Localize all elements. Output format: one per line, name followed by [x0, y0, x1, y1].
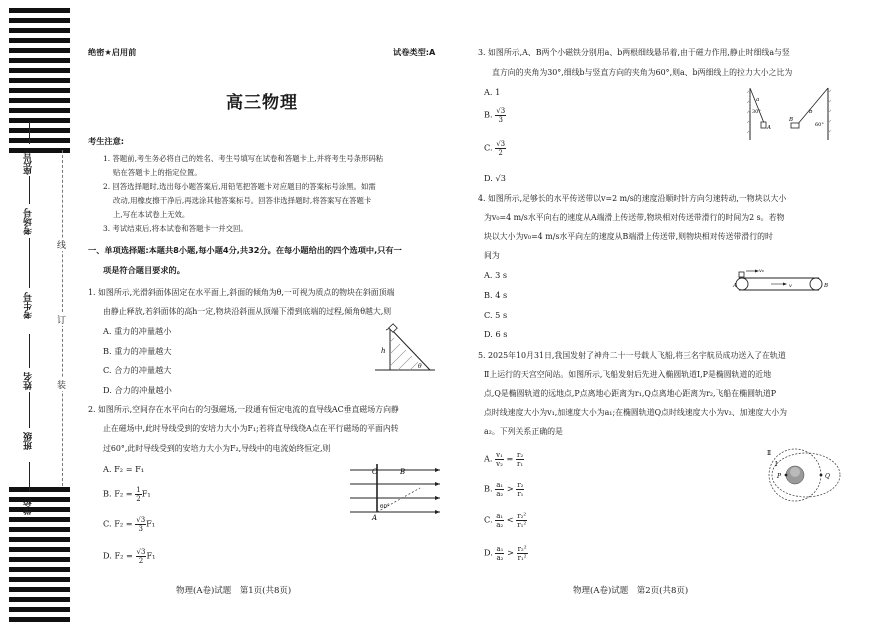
note-line: 贴在答题卡上的指定位置。	[113, 168, 202, 177]
q2-fig-c: C	[372, 468, 378, 476]
q3-stem: 3. 如图所示,A、B两个小磁铁分别用a、b两根细线悬吊着,由于磁力作用,静止时细线a与竖	[478, 48, 790, 57]
q2-fig-b: B	[400, 468, 406, 476]
q5-option-c[interactable]: C. $\frac{\text{a₁}}{\text{a₂}}$ < $\frac{\text{r₂²}}{\text{r₁²}}$	[484, 512, 527, 529]
q4-option-b[interactable]: B. 4 s	[484, 290, 508, 300]
fraction: $\frac{\text{a₁}}{\text{a₂}}$	[496, 481, 504, 498]
q2-fig-a: A	[372, 514, 378, 522]
fraction: $\frac{√3}{3}$	[496, 107, 506, 124]
note-line: 3. 考试结束后,将本试卷和答题卡一并交回。	[103, 224, 248, 233]
q3-option-b[interactable]: B. $\frac{√3}{3}$	[484, 107, 506, 124]
q3-option-d[interactable]: D. √3	[484, 173, 506, 183]
q2-option-d[interactable]: D. F₂ = $\frac{√3}{2}$ F₁	[103, 548, 156, 565]
q3-fig-b: b	[809, 109, 813, 115]
q4-option-c[interactable]: C. 5 s	[484, 310, 508, 320]
q5-stem: a₂。下列关系正确的是	[484, 427, 563, 436]
q3-magnets-figure	[745, 85, 835, 145]
q3-fig-A: A	[767, 125, 771, 131]
fraction: $\frac{\text{a₁}}{\text{a₂}}$	[496, 545, 504, 562]
section-heading-cont: 项是符合题目要求的。	[103, 265, 185, 275]
q5-stem: 点,Q是椭圆轨道的远地点,P点离地心距离为r₁,Q点离地心距离为r₂,飞船在椭圆轨道P	[484, 389, 777, 398]
fraction: $\frac{\text{a₁}}{\text{a₂}}$	[496, 512, 504, 529]
fraction: $\frac{1}{2}$	[136, 486, 141, 503]
section-heading: 一、单项选择题:本题共8小题,每小题4分,共32分。在每小题给出的四个选项中,只有一	[88, 245, 402, 255]
q2-fig-angle: 60°	[380, 504, 390, 510]
q2-stem: 过60°,此时导线受到的安培力大小为F₂,导线中的电流始终恒定,则	[103, 444, 331, 453]
note-line: 1. 答题前,考生务必将自己的姓名、考生号填写在试卷和答题卡上,并将考生号条形码粘	[103, 154, 384, 163]
q3-option-c[interactable]: C. $\frac{√3}{2}$	[484, 140, 506, 157]
q1-fig-theta: θ	[418, 363, 422, 370]
q1-option-c[interactable]: C. 合力的冲量越大	[103, 365, 172, 375]
q4-fig-B: B	[824, 283, 829, 289]
q5-option-a[interactable]: A. $\frac{\text{v₁}}{\text{v₂}}$ = $\frac{\text{r₂}}{\text{r₁}}$	[484, 451, 524, 468]
q5-stem: Ⅱ上运行的天宫空间站。如图所示,飞船发射后先进入椭圆轨道Ⅰ,P是椭圆轨道的近地	[484, 370, 772, 379]
q3-fig-B: B	[789, 117, 794, 123]
q1-stem: 由静止释放,若斜面体的高h一定,物块沿斜面从顶端下滑到底端的过程,倾角θ越大,则	[103, 307, 392, 316]
q3-option-a[interactable]: A. 1	[484, 87, 501, 97]
q1-option-a[interactable]: A. 重力的冲量越小	[103, 326, 172, 336]
q1-incline-figure	[370, 320, 440, 375]
fraction: $\frac{\text{r₂}}{\text{r₁}}$	[516, 451, 524, 468]
label-school: 学校	[24, 497, 34, 515]
q4-option-a[interactable]: A. 3 s	[484, 270, 508, 280]
q5-fig-Q: Q	[825, 473, 830, 480]
fraction: $\frac{\text{r₂²}}{\text{r₁²}}$	[517, 545, 527, 562]
q4-stem: 4. 如图所示,足够长的水平传送带以v=2 m/s的速度沿顺时针方向匀速转动,一物块以大小	[478, 194, 787, 203]
q4-fig-A: A	[733, 283, 737, 289]
seal-char-bind: 装	[57, 378, 66, 391]
q4-stem: 间为	[484, 251, 500, 260]
q5-option-d[interactable]: D. $\frac{\text{a₁}}{\text{a₂}}$ > $\frac{\text{r₂²}}{\text{r₁²}}$	[484, 545, 527, 562]
fraction: $\frac{√3}{2}$	[136, 548, 146, 565]
q2-option-c[interactable]: C. F₂ = $\frac{√3}{3}$ F₁	[103, 516, 156, 533]
label-seat: 座位号	[24, 148, 34, 175]
page-title: 高三物理	[226, 93, 298, 113]
q1-option-d[interactable]: D. 合力的冲量越小	[103, 385, 172, 395]
q5-fig-P: P	[777, 473, 782, 480]
q4-stem: 块以大小为v₀=4 m/s水平向左的速度从B端滑上传送带,则物块相对传送带滑行的时	[484, 232, 773, 241]
fraction: $\frac{\text{v₁}}{\text{v₂}}$	[496, 451, 503, 468]
q1-option-b[interactable]: B. 重力的冲量越大	[103, 346, 172, 356]
label-class: 班级	[24, 432, 34, 450]
fraction: $\frac{√3}{2}$	[496, 140, 506, 157]
label-room: 考场号	[24, 208, 34, 235]
label-exam-no: 考生号	[24, 292, 34, 319]
q2-stem: 2. 如图所示,空间存在水平向右的匀强磁场,一段通有恒定电流的直导线AC垂直磁场方向静	[88, 405, 399, 414]
q4-conveyor-figure	[733, 268, 833, 296]
footer-right: 物理(A卷)试题 第2页(共8页)	[573, 586, 689, 596]
fraction: $\frac{√3}{3}$	[136, 516, 146, 533]
q2-option-b[interactable]: B. F₂ = $\frac{1}{2}$ F₁	[103, 486, 151, 503]
footer-left: 物理(A卷)试题 第1页(共8页)	[176, 586, 292, 596]
q2-option-a[interactable]: A. F₂ = F₁	[103, 464, 145, 474]
q3-fig-30: 30°	[752, 109, 761, 115]
seal-char-order: 订	[57, 313, 66, 326]
fraction: $\frac{\text{r₂}}{\text{r₁}}$	[517, 481, 524, 498]
q3-stem: 直方向的夹角为30°,细线b与竖直方向的夹角为60°,则a、b两细线上的拉力大小之比为	[492, 68, 793, 77]
q5-fig-orbit-I: Ⅰ	[775, 461, 778, 468]
q3-fig-60: 60°	[815, 122, 824, 128]
q2-stem: 止在磁场中,此时导线受到的安培力大小为F₁;若将直导线绕A点在平行磁场的平面内转	[103, 424, 399, 433]
q5-option-b[interactable]: B. $\frac{\text{a₁}}{\text{a₂}}$ > $\frac{\text{r₂}}{\text{r₁}}$	[484, 481, 524, 498]
q5-stem: 5. 2025年10月31日,我国发射了神舟二十一号载人飞船,将三名宇航员成功送入了在轨道	[478, 351, 786, 360]
q2-magnetic-field-figure	[350, 462, 445, 524]
q1-fig-h: h	[381, 347, 386, 355]
q5-stem: 点时线速度大小为v₁,加速度大小为a₁;在椭圆轨道Q点时线速度大小为v₂、加速度大小为	[484, 408, 788, 417]
notes-heading: 考生注意:	[88, 136, 125, 146]
note-line: 上,写在本试卷上无效。	[113, 210, 190, 219]
fraction: $\frac{\text{r₂²}}{\text{r₁²}}$	[517, 512, 527, 529]
q3-fig-a: a	[756, 97, 760, 103]
paper-type: 试卷类型:A	[393, 47, 436, 57]
seal-char-line: 线	[57, 238, 66, 251]
q4-fig-v0: v₀	[759, 268, 764, 274]
note-line: 改动,用橡皮擦干净后,再选涂其他答案标号。回答非选择题时,将答案写在答题卡	[113, 196, 372, 205]
note-line: 2. 回答选择题时,选出每小题答案后,用铅笔把答题卡对应题目的答案标号涂黑。如需	[103, 182, 376, 191]
q5-fig-orbit-II: Ⅱ	[767, 450, 772, 457]
label-name: 姓名	[24, 372, 34, 390]
q4-option-d[interactable]: D. 6 s	[484, 329, 508, 339]
secret-header: 绝密★启用前	[88, 47, 137, 57]
q4-stem: 为v₀=4 m/s水平向右的速度从A端滑上传送带,物块相对传送带滑行的时间为2 s。若物	[484, 213, 785, 222]
q5-orbit-figure	[762, 445, 832, 507]
q4-fig-v: v	[789, 283, 792, 289]
q1-stem: 1. 如图所示,光滑斜面体固定在水平面上,斜面的倾角为θ,一可视为质点的物块在斜面顶端	[88, 288, 395, 297]
